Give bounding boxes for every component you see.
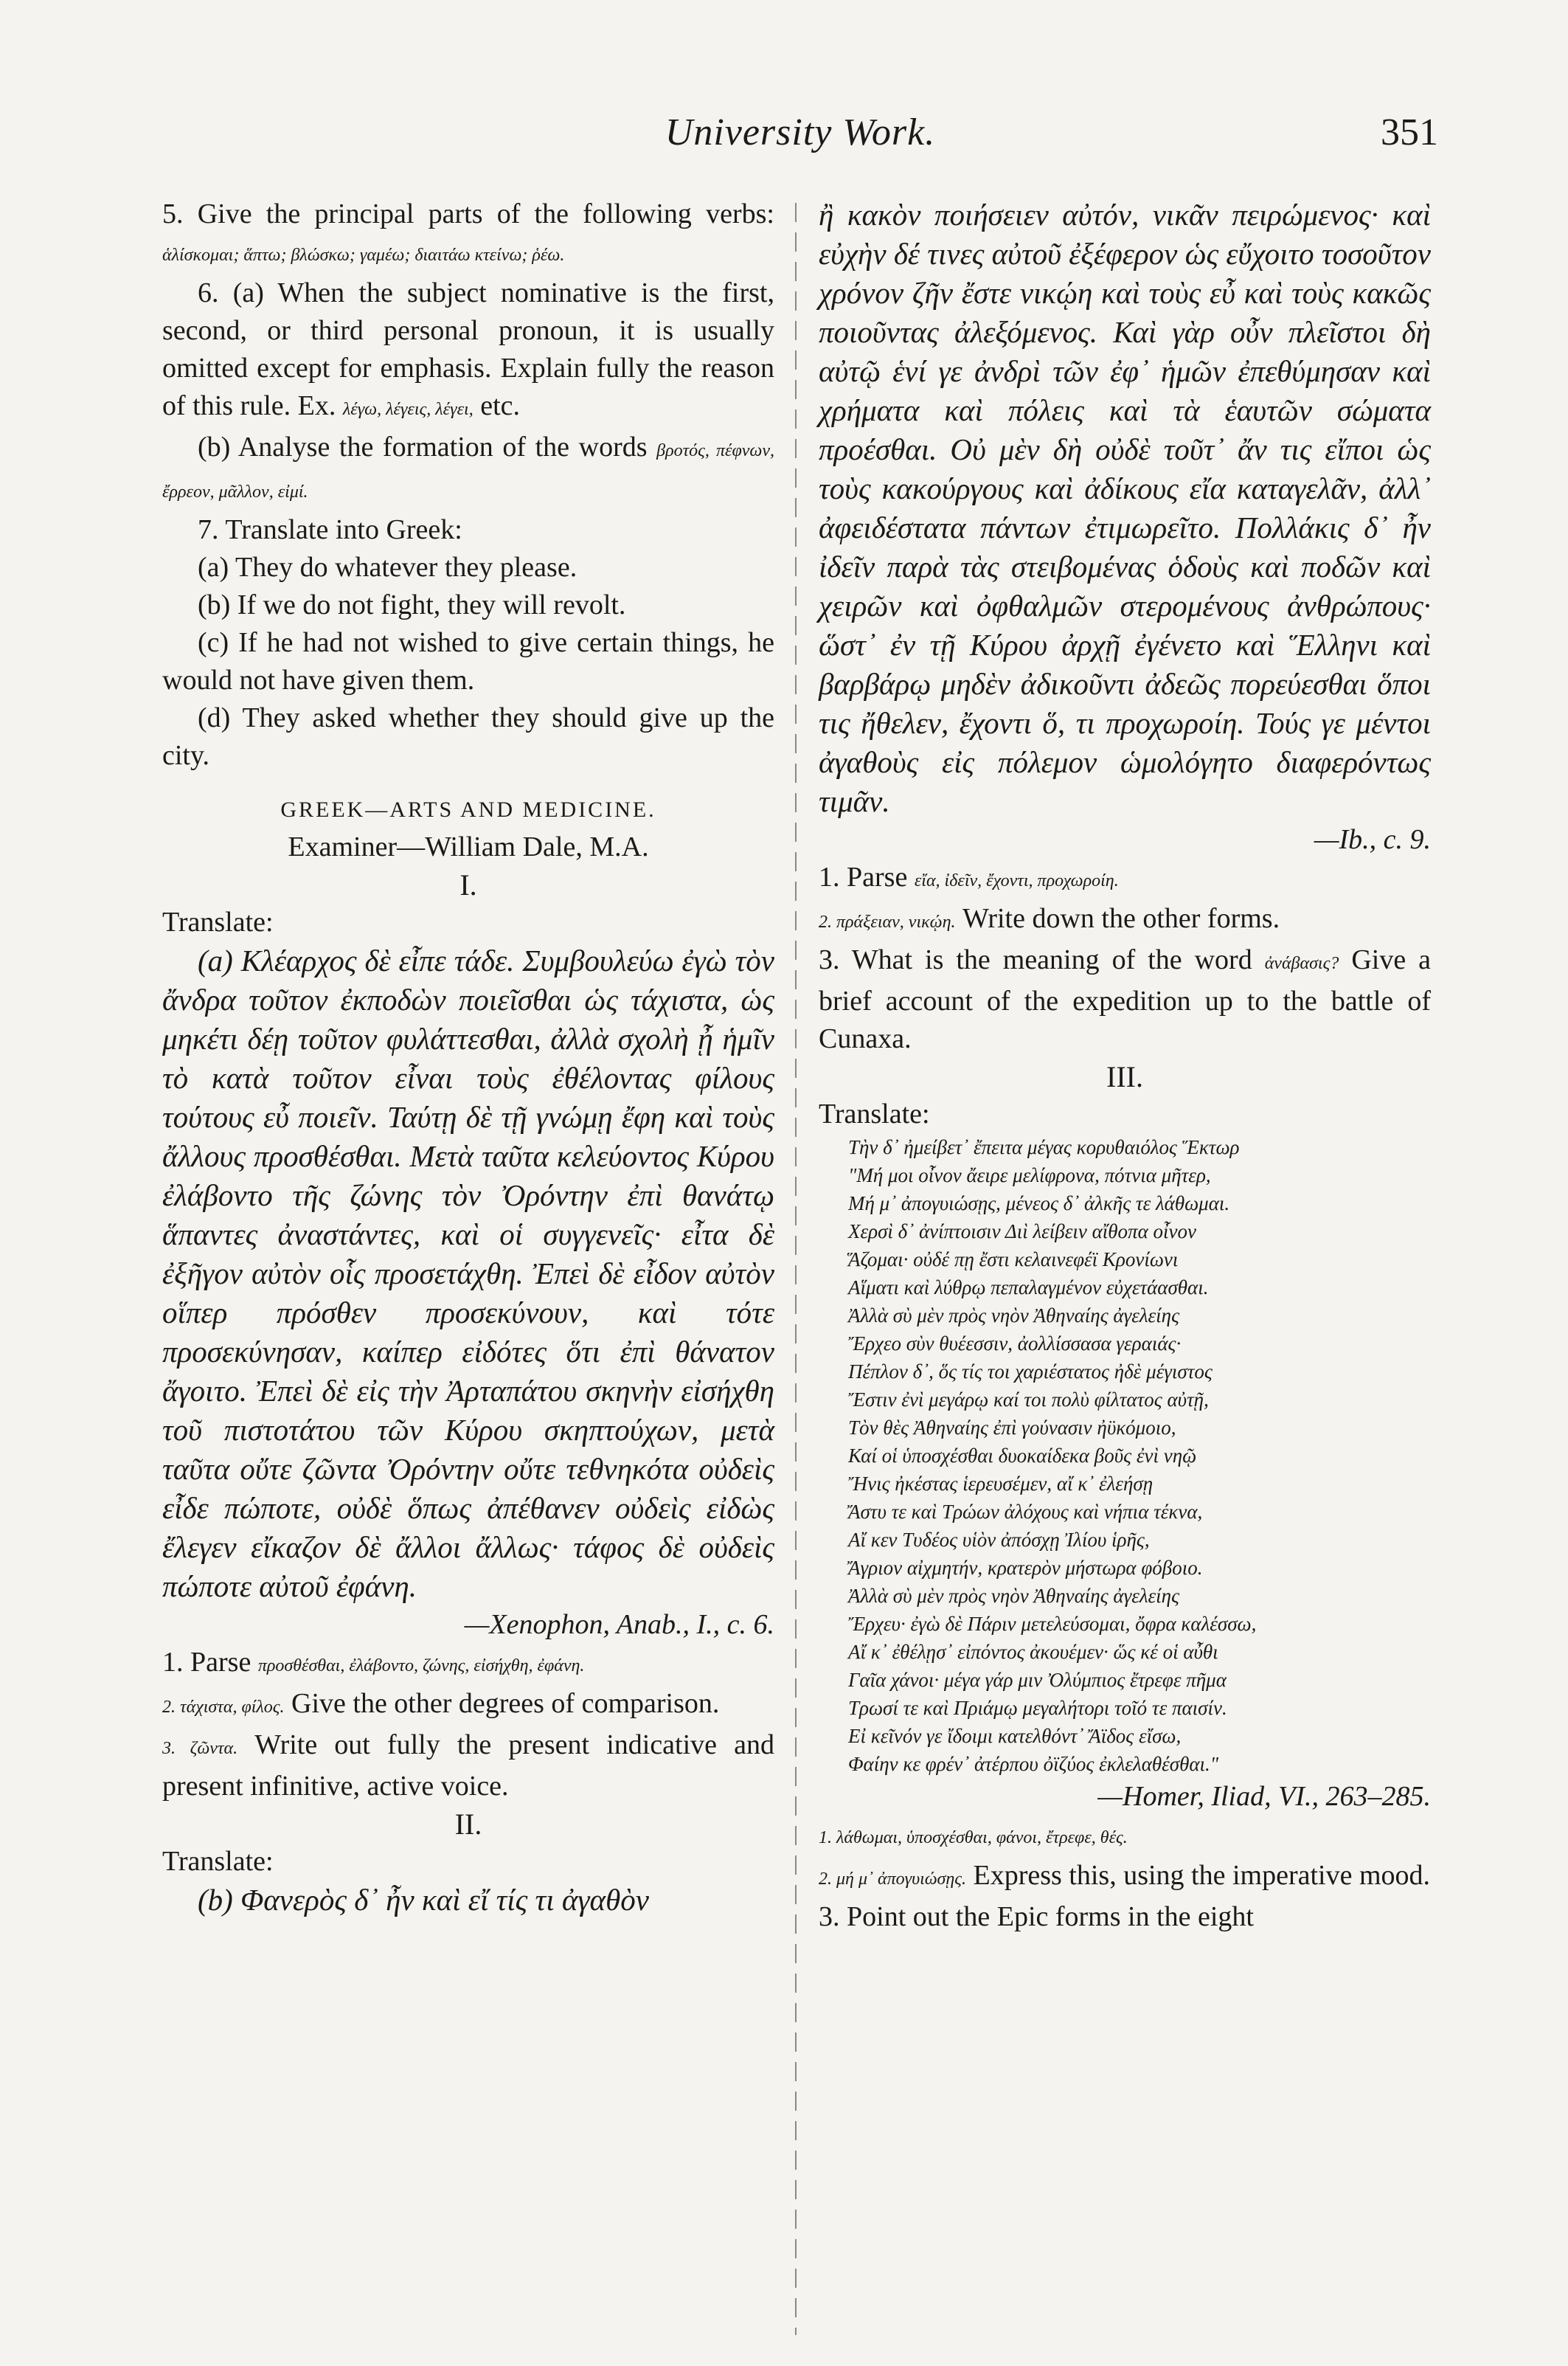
verse-line: Ἀλλὰ σὺ μὲν πρὸς νηὸν Ἀθηναίης ἀγελείης [848,1585,1180,1607]
left-column [162,196,774,1920]
roman-numeral-1: I. [459,868,477,902]
question-5: 5. Give the principal parts of the following verbs: ἁλίσκομαι; ἅπτω; βλώσκω; γαμέω; διαιτάω κτείνω; ῥέω. [162,198,774,265]
verse-line: Αἴ κεν Τυδέος υἱὸν ἀπόσχῃ Ἰλίου ἱρῆς, [848,1529,1150,1551]
verse-line: Αἵματι καὶ λύθρῳ πεπαλαγμένον εὐχετάασθαι. [848,1276,1209,1298]
verse-line: Ἤνις ἠκέστας ἱερευσέμεν, αἴ κ᾽ ἐλεήσῃ [848,1473,1154,1495]
verse-line: Χερσὶ δ᾽ ἀνίπτοισιν Διὶ λείβειν αἴθοπα οἶνον [848,1220,1196,1242]
verse-line: Ἔρχεο σὺν θυέεσσιν, ἀολλίσσασα γεραιάς· [848,1332,1182,1355]
question-6b: (b) Analyse the formation of the words βροτός, πέφνων, ἔρρεον, μᾶλλον, εἰμί. [162,432,775,502]
page-number: 351 [1381,111,1438,153]
homer-verse [819,1133,1431,1778]
verse-line: "Μή μοι οἶνον ἄειρε μελίφρονα, πότνια μῆτερ, [848,1164,1211,1186]
roman-numeral-3: III. [1106,1060,1143,1093]
question-7: 7. Translate into Greek: [198,514,462,545]
question-6a: 6. (a) When the subject nominative is the first, second, or third personal pronoun, it is usually omitted except for emphasis. Explain fully the reason of this rule. Ex. λέγω, λέγεις, λέγει, etc. [162,277,774,421]
running-head: University Work. [665,111,936,153]
passage-b-question-1: 1. Parse εἴα, ἰδεῖν, ἔχοντι, προχωροίη. [819,862,1119,893]
verse-line: Μή μ᾽ ἀπογυιώσῃς, μένεος δ᾽ ἀλκῆς τε λάθωμαι. [848,1192,1230,1214]
passage-b-question-2: 2. πράξειαν, νικῴη. Write down the other forms. [819,903,1280,934]
examiner: Examiner—William Dale, M.A. [288,831,649,862]
verse-line: Τὸν θὲς Ἀθηναίης ἐπὶ γούνασιν ἠϋκόμοιο, [848,1417,1176,1439]
verse-line: Καί οἱ ὑποσχέσθαι δυοκαίδεκα βοῦς ἐνὶ νηῷ [848,1445,1197,1467]
question-7b: (b) If we do not fight, they will revolt. [198,589,626,620]
verse-line: Ἄστυ τε καὶ Τρώων ἀλόχους καὶ νήπια τέκνα, [848,1501,1203,1523]
citation-c: —Homer, Iliad, VI., 263–285. [1097,1781,1431,1812]
page-header [162,111,1438,170]
roman-numeral-2: II. [454,1808,482,1841]
citation-b: —Ib., c. 9. [1314,824,1431,855]
translate-label-1: Translate: [162,907,274,938]
right-column [819,196,1431,1936]
verse-line: Εἰ κεῖνόν γε ἴδοιμι κατελθόντ᾽ Ἄϊδος εἴσω, [848,1725,1182,1747]
verse-line: Ἅζομαι· οὐδέ πῃ ἔστι κελαινεφέϊ Κρονίωνι [848,1248,1179,1270]
passage-a-question-3: 3. ζῶντα. Write out fully the present indicative and present infinitive, active voice. [162,1729,774,1802]
passage-b-continued: ἢ κακὸν ποιήσειεν αὐτόν, νικᾶν πειρώμενος· καὶ εὐχὴν δέ τινες αὐτοῦ ἐξέφερον ὡς εὔχοιτο τοσοῦτον χρόνον ζῆν ἔστε νικῴη καὶ τοὺς εὖ καὶ τοὺς κακῶς ποιοῦντας ἀλεξόμενος. Καὶ γὰρ οὖν πλεῖστοι δὴ αὐτῷ ἑνί γε ἀνδρὶ τῶν ἐφ᾽ ἡμῶν ἐπεθύμησαν καὶ χρήματα καὶ πόλεις καὶ τὰ ἑαυτῶν σώματα προέσθαι. Οὐ μὲν δὴ οὐδὲ τοῦτ᾽ ἄν τις εἴποι ὡς τοὺς κακούργους καὶ ἀδίκους εἴα καταγελᾶν, ἀλλ᾽ ἀφειδέστατα πάντων ἐτιμωρεῖτο. Πολλάκις δ᾽ ἦν ἰδεῖν παρὰ τὰς στειβομένας ὁδοὺς καὶ ποδῶν καὶ χειρῶν καὶ ὀφθαλμῶν στερομένους ἀνθρώπους· ὥστ᾽ ἐν τῇ Κύρου ἀρχῇ ἐγένετο καὶ Ἕλληνι καὶ βαρβάρῳ μηδὲν ἀδικοῦντι ἀδεῶς πορεύεσθαι ὅποι τις ἤθελεν, ἔχοντι ὅ, τι προχωροίη. Τούς γε μέντοι ἀγαθοὺς εἰς πόλεμον ὡμολόγητο διαφερόντως τιμᾶν. [819,198,1431,818]
column-divider [795,203,797,2335]
passage-a-question-2: 2. τάχιστα, φίλος. Give the other degrees of comparison. [162,1688,720,1719]
verse-line: Τὴν δ᾽ ἠμείβετ᾽ ἔπειτα μέγας κορυθαιόλος Ἕκτωρ [848,1136,1240,1158]
question-5-verbs: ἁλίσκομαι; ἅπτω; βλώσκω; γαμέω; διαιτάω κτείνω; ῥέω. [162,246,565,265]
passage-c-question-2: 2. μή μ᾽ ἀπογυιώσῃς. Express this, using the imperative mood. [819,1860,1431,1891]
verse-line: Αἴ κ᾽ ἐθέλῃσ᾽ εἰπόντος ἀκουέμεν· ὥς κέ οἱ αὖθι [848,1641,1218,1663]
verse-line: Ἔστιν ἐνὶ μεγάρῳ καί τοι πολὺ φίλτατος αὐτῇ, [848,1388,1209,1411]
verse-line: Φαίην κε φρέν᾽ ἀτέρπου ὀϊζύος ἐκλελαθέσθαι." [848,1753,1219,1775]
translate-label-3: Translate: [819,1099,930,1130]
passage-b-start: (b) Φανερὸς δ᾽ ἦν καὶ εἴ τίς τι ἀγαθὸν [198,1883,649,1917]
verse-line: Ἀλλὰ σὺ μὲν πρὸς νηὸν Ἀθηναίης ἀγελείης [848,1304,1180,1326]
passage-c-question-3: 3. Point out the Epic forms in the eight [819,1901,1254,1932]
passage-a-question-1: 1. Parse προσθέσθαι, ἐλάβοντο, ζώνης, εἰσήχθη, ἐφάνη. [162,1647,585,1678]
question-7a: (a) They do whatever they please. [198,552,577,583]
verse-line: Πέπλον δ᾽, ὅς τίς τοι χαριέστατος ἠδὲ μέγιστος [848,1360,1213,1383]
question-7c: (c) If he had not wished to give certain things, he would not have given them. [162,627,774,696]
passage-b-question-3: 3. What is the meaning of the word ἀνάβασις? Give a brief account of the expedition up to the battle of Cunaxa. [819,944,1432,1054]
verse-line: Ἔρχευ· ἐγὼ δὲ Πάριν μετελεύσομαι, ὄφρα καλέσσω, [848,1613,1257,1635]
passage-c-question-1: 1. λάθωμαι, ὑποσχέσθαι, φάνοι, ἔτρεφε, θές. [819,1828,1128,1847]
verse-line: Ἄγριον αἰχμητήν, κρατερὸν μήστωρα φόβοιο. [848,1557,1203,1579]
question-7d: (d) They asked whether they should give up the city. [162,702,774,771]
translate-label-2: Translate: [162,1846,274,1877]
section-heading: GREEK—ARTS AND MEDICINE. [280,798,656,822]
verse-line: Γαῖα χάνοι· μέγα γάρ μιν Ὀλύμπιος ἔτρεφε πῆμα [848,1669,1227,1691]
passage-a: (a) Κλέαρχος δὲ εἶπε τάδε. Συμβουλεύω ἐγὼ τὸν ἄνδρα τοῦτον ἐκποδὼν ποιεῖσθαι ὡς τάχιστα, ὡς μηκέτι δέῃ τοῦτον φυλάττεσθαι, ἀλλὰ σχολὴ ᾖ ἡμῖν τὸ κατὰ τοῦτον εἶναι τοὺς ἐθέλοντας φίλους τούτους εὖ ποιεῖν. Ταύτῃ δὲ τῇ γνώμῃ ἔφη καὶ τοὺς ἄλλους προσθέσθαι. Μετὰ ταῦτα κελεύοντος Κύρου ἐλάβοντο τῆς ζώνης τὸν Ὀρόντην ἐπὶ θανάτῳ ἅπαντες ἀναστάντες, καὶ οἱ συγγενεῖς· εἶτα δὲ ἐξῆγον αὐτὸν οἷς προσετάχθη. Ἐπεὶ δὲ εἶδον αὐτὸν οἵπερ πρόσθεν προσεκύνουν, καὶ τότε προσεκύνησαν, καίπερ εἰδότες ὅτι ἐπὶ θάνατον ἄγοιτο. Ἐπεὶ δὲ εἰς τὴν Ἀρταπάτου σκηνὴν εἰσήχθη τοῦ πιστοτάτου τῶν Κύρου σκηπτούχων, μετὰ ταῦτα οὔτε ζῶντα Ὀρόντην οὔτε τεθνηκότα οὐδεὶς εἶδε πώποτε, οὐδὲ ὅπως ἀπέθανεν οὐδεὶς εἰδὼς ἔλεγεν εἴκαζον δὲ ἄλλοι ἄλλως· τάφος δὲ οὐδεὶς πώποτε αὐτοῦ ἐφάνη. [162,944,775,1603]
citation-a: —Xenophon, Anab., I., c. 6. [464,1609,774,1640]
verse-line: Τρωσί τε καὶ Πριάμῳ μεγαλήτορι τοῖό τε παισίν. [848,1697,1227,1719]
